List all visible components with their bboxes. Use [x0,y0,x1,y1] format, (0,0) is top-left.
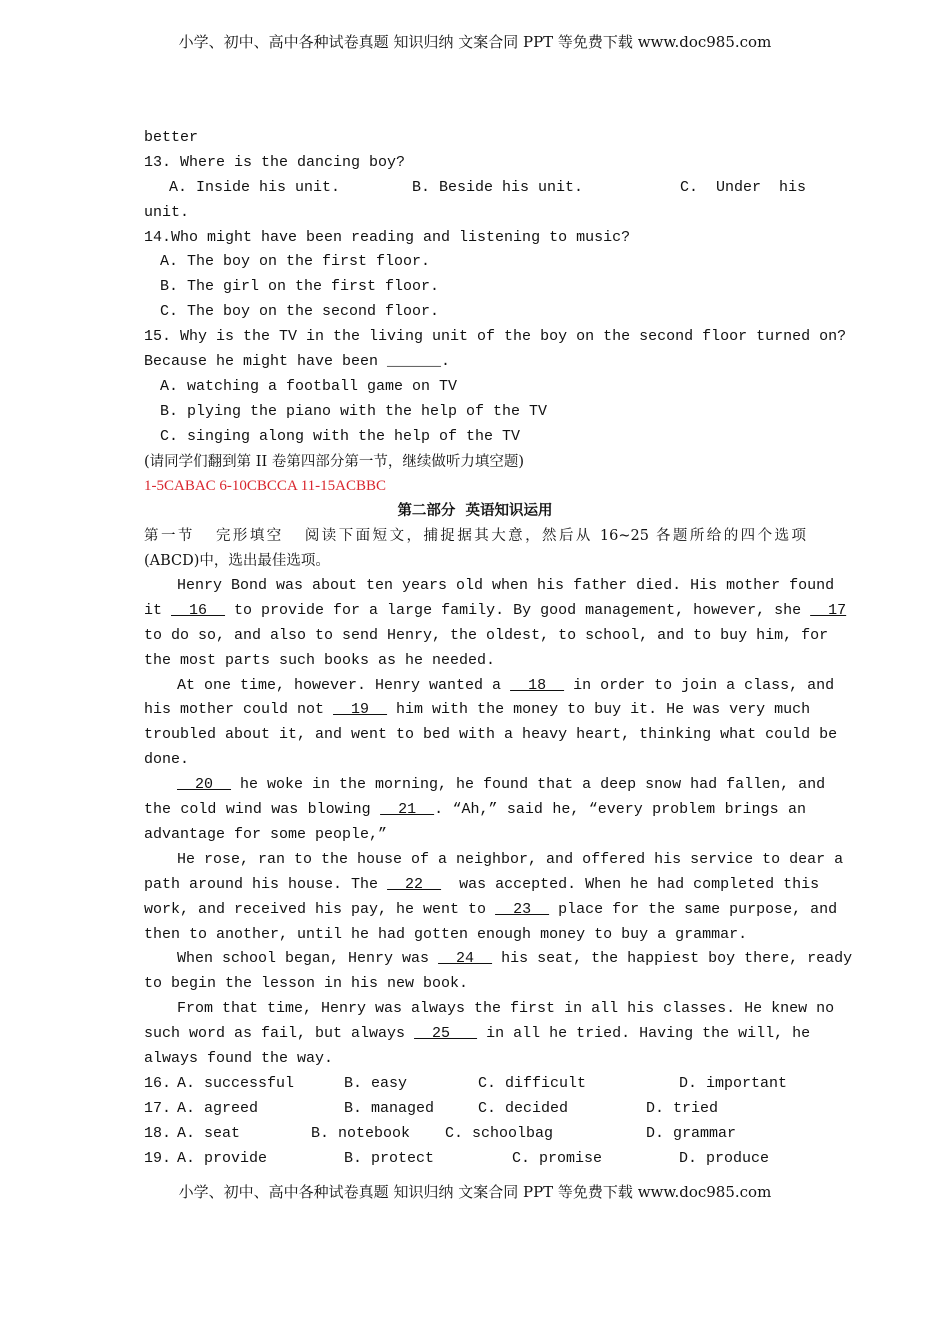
page-footer: 小学、初中、高中各种试卷真题 知识归纳 文案合同 PPT 等免费下载 www.doc985.com [178,1183,772,1201]
option-b: B. The girl on the first floor. [160,278,440,296]
option-c: C. decided [478,1099,569,1117]
passage-line: the most parts such books as he needed. [144,651,496,669]
passage-line: it 16 to provide for a large family. By good management, however, she 17 [144,599,806,624]
option-a: A. watching a football game on TV [160,377,458,395]
blank-18: 18 [510,676,565,694]
passage-line: advantage for some people,” [144,825,388,843]
option-b: B. protect [344,1149,435,1167]
passage-line: From that time, Henry was always the first in all his classes. He knew no [177,1000,835,1018]
option-d: D. important [679,1074,788,1092]
blank-21: 21 [380,801,435,819]
option-c: C. promise [512,1149,603,1167]
passage-line: 20 he woke in the morning, he found that a deep snow had fallen, and [144,773,806,798]
option-a: A. successful [177,1074,295,1092]
question-row-16 [144,1072,806,1097]
passage-line: troubled about it, and went to bed with a heavy heart, thinking what could be [144,726,838,744]
passage-line: such word as fail, but always 25 in all he tried. Having the will, he [144,1022,806,1047]
option-c: C. Under his [679,178,806,196]
section-title: 第二部分 英语知识运用 [397,503,553,520]
question-13: 13. Where is the dancing boy? [144,153,406,171]
option-b: B. notebook [311,1124,411,1142]
text-line: better [144,129,199,146]
question-13-options [144,176,806,201]
blank-17: 17 [810,601,847,619]
question-row-19 [144,1147,806,1172]
blank-20: 20 [177,776,232,794]
blank-25: 25 [414,1025,478,1043]
option-d: D. produce [679,1149,770,1167]
passage-line: He rose, ran to the house of a neighbor, and offered his service to dear a [177,850,844,868]
instruction-note: (请同学们翻到第 II 卷第四部分第一节，继续做听力填空题) [144,453,524,470]
blank-19: 19 [333,701,388,719]
question-number: 18. [144,1124,172,1142]
option-d: D. grammar [646,1124,737,1142]
text-line: unit. [144,203,190,221]
option-b: B. plying the piano with the help of the TV [160,402,548,420]
passage-line: At one time, however. Henry wanted a 18 in order to join a class, and [144,674,806,699]
passage-line: his mother could not 19 him with the money to buy it. He was very much [144,698,806,723]
option-a: A. agreed [177,1099,259,1117]
option-b: B. Beside his unit. [411,178,584,196]
text-line: Because he might have been ______. [144,353,451,371]
passage-line: to do so, and also to send Henry, the oldest, to school, and to buy him, for [144,626,829,644]
option-c: C. The boy on the second floor. [160,303,440,321]
option-b: B. easy [344,1074,408,1092]
question-row-17 [144,1097,806,1122]
passage-line: work, and received his pay, he went to 23 place for the same purpose, and [144,898,806,923]
blank-23: 23 [495,900,550,918]
passage-line: always found the way. [144,1049,334,1067]
passage-line: path around his house. The 22 was accepted. When he had completed this [144,873,806,898]
passage-line: to begin the lesson in his new book. [144,975,469,993]
section-instruction: 第一节 完形填空 阅读下面短文，捕捉据其大意，然后从 16~25 各题所给的四个选项 [144,528,806,545]
answer-key: 1-5CABAC 6-10CBCCA 11-15ACBBC [144,478,386,495]
question-number: 19. [144,1149,172,1167]
option-a: A. seat [177,1124,241,1142]
option-b: B. managed [344,1099,435,1117]
passage-line: the cold wind was blowing 21 . “Ah,” said he, “every problem brings an [144,798,806,823]
blank-16: 16 [171,601,226,619]
option-d: D. tried [646,1099,719,1117]
option-c: C. singing along with the help of the TV [160,427,521,445]
section-instruction-cont: (ABCD)中，选出最佳选项。 [144,553,330,570]
question-14: 14.Who might have been reading and listening to music? [144,228,631,246]
passage-line: Henry Bond was about ten years old when his father died. His mother found [177,577,835,595]
document-body [144,126,853,1171]
question-row-18 [144,1122,806,1147]
option-a: A. Inside his unit. [169,178,341,196]
option-c: C. schoolbag [445,1124,554,1142]
blank-22: 22 [387,875,442,893]
question-number: 16. [144,1074,172,1092]
blank-24: 24 [438,950,493,968]
option-a: A. provide [177,1149,268,1167]
question-number: 17. [144,1099,172,1117]
option-c: C. difficult [478,1074,587,1092]
page-header: 小学、初中、高中各种试卷真题 知识归纳 文案合同 PPT 等免费下载 www.doc985.com [178,33,772,51]
question-15: 15. Why is the TV in the living unit of the boy on the second floor turned on? [144,328,847,346]
passage-line: done. [144,751,190,769]
option-a: A. The boy on the first floor. [160,253,431,271]
passage-line: When school began, Henry was 24 his seat, the happiest boy there, ready [144,947,806,972]
passage-line: then to another, until he had gotten enough money to buy a grammar. [144,925,748,943]
